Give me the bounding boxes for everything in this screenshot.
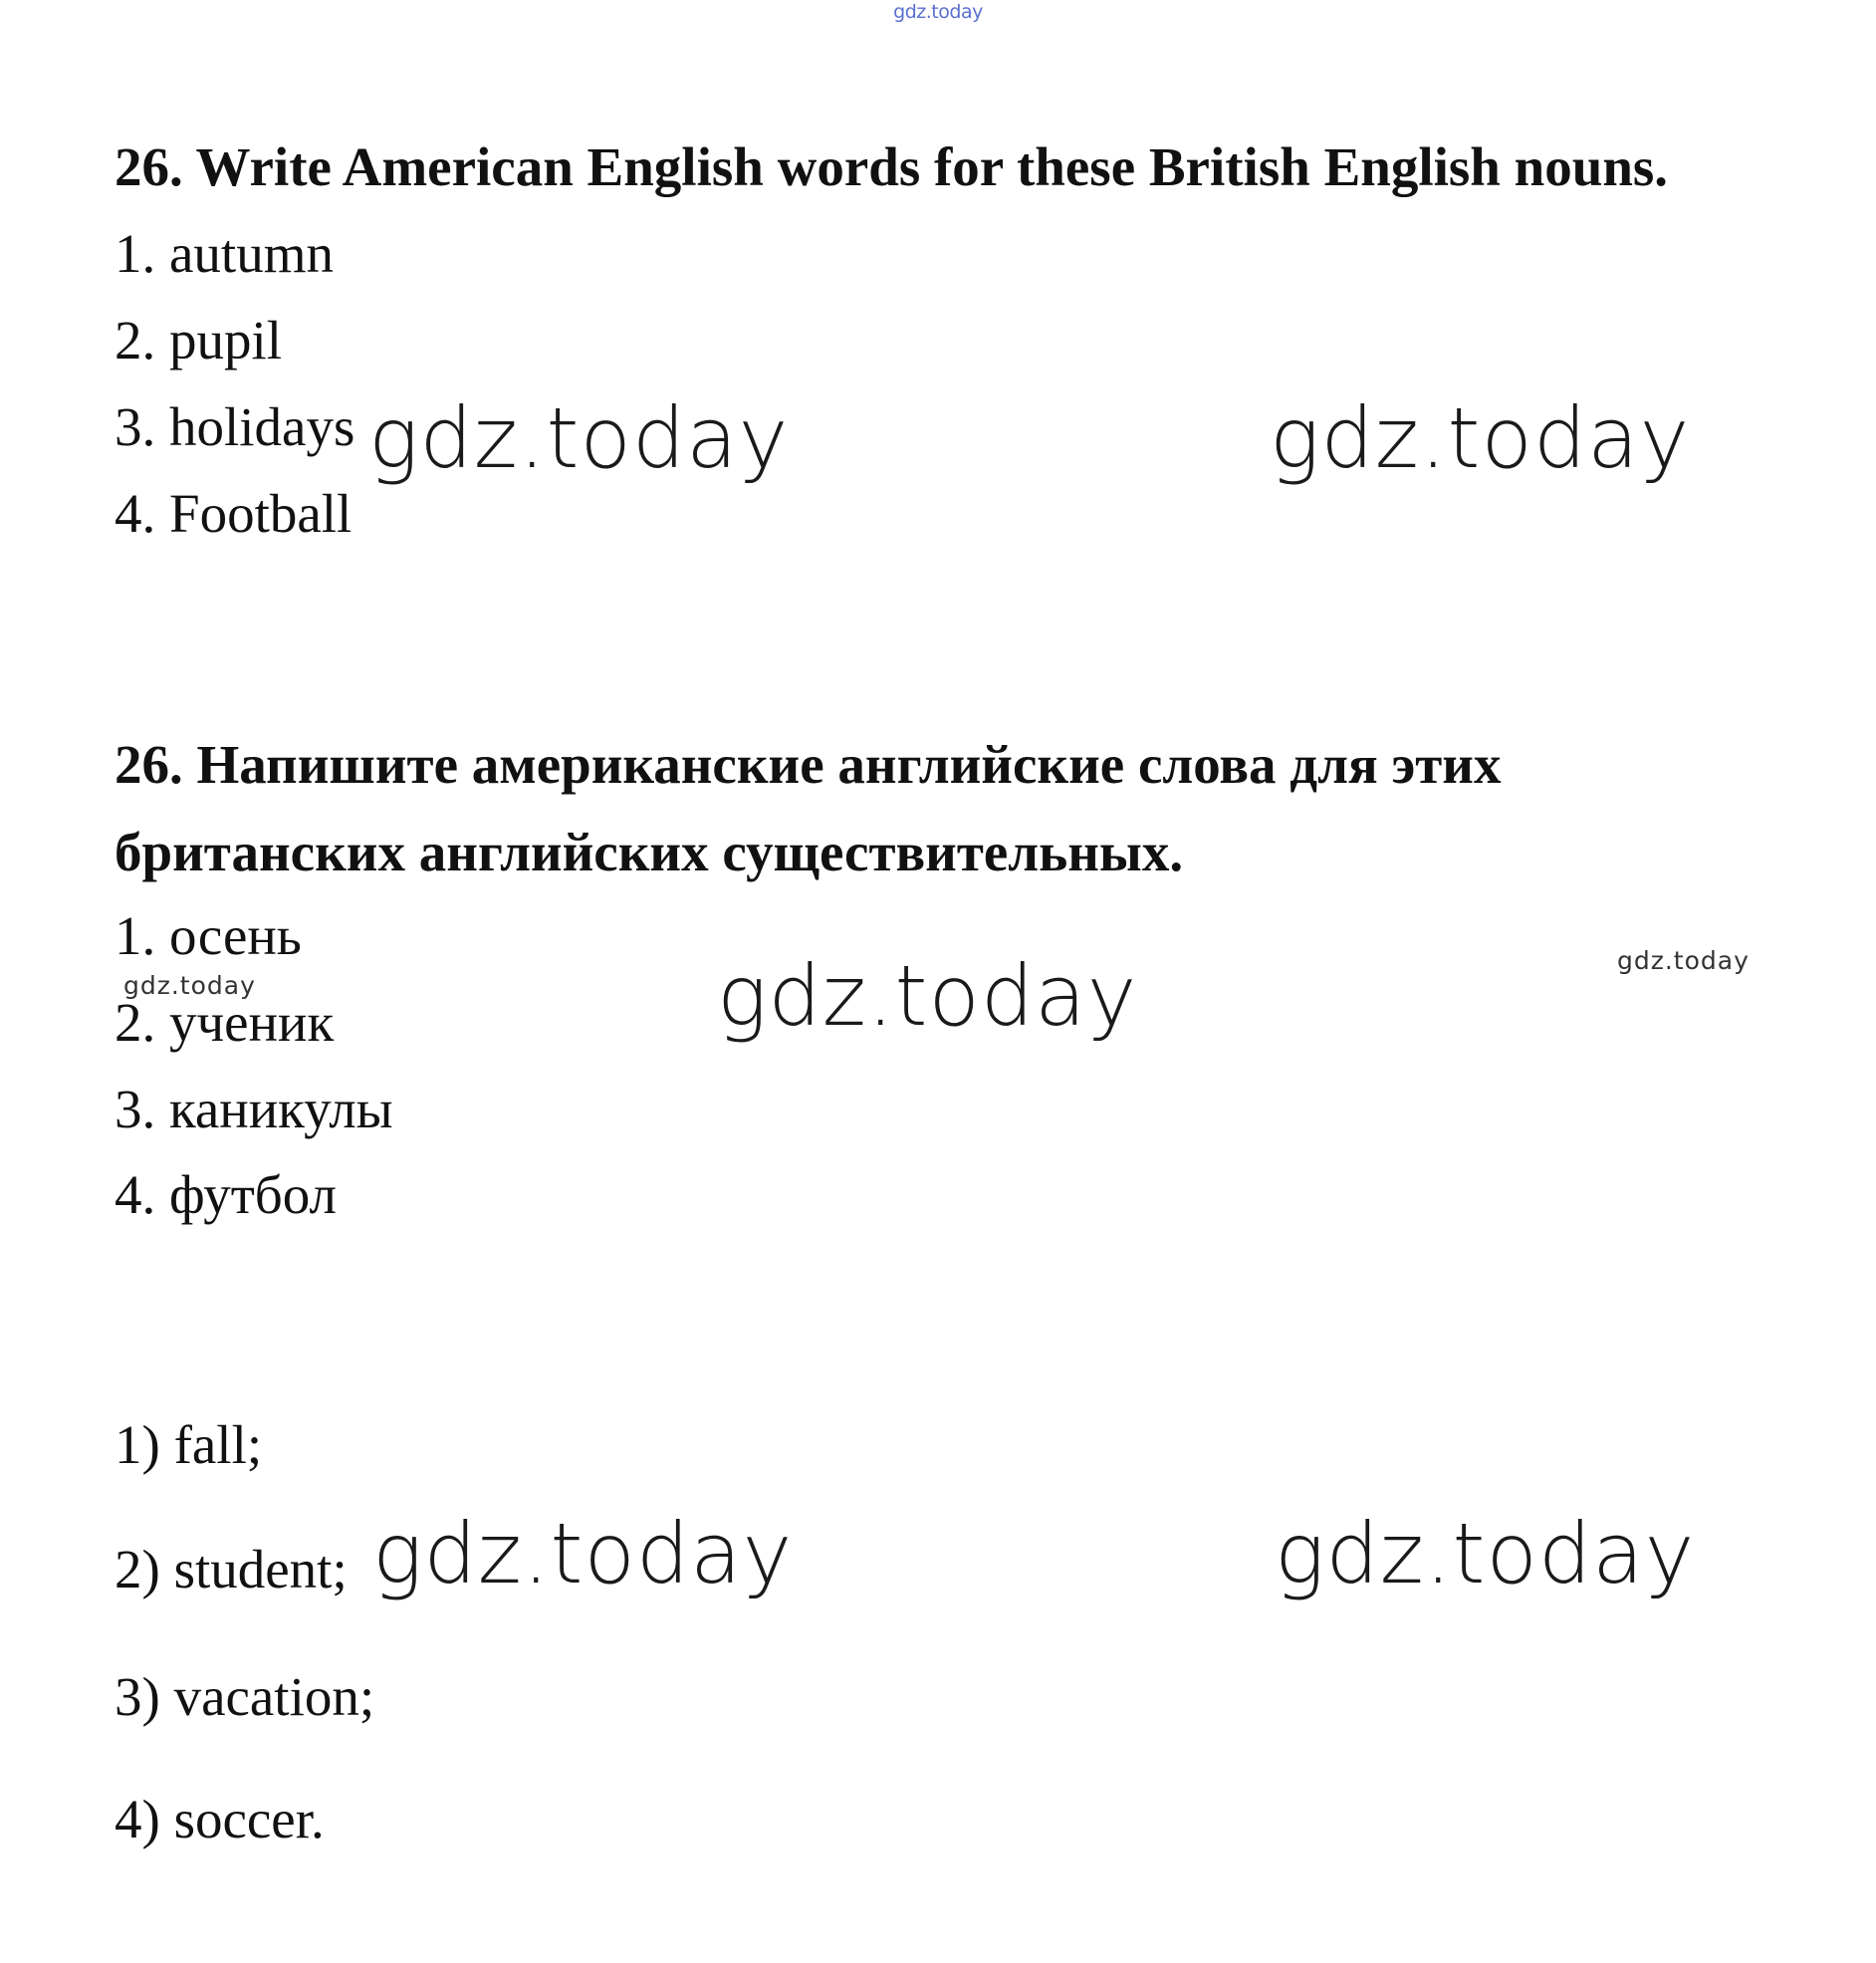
- watermark: gdz.today: [1617, 946, 1750, 975]
- answer-item-2: 2) student;: [115, 1539, 348, 1599]
- answer-item-4: 4) soccer.: [115, 1789, 325, 1849]
- exercise-heading-russian-line-1: 26. Напишите американские английские слова для этих: [115, 734, 1502, 795]
- russian-item-4: 4. футбол: [115, 1164, 338, 1225]
- russian-item-3: 3. каникулы: [115, 1079, 393, 1139]
- english-item-4: 4. Football: [115, 483, 352, 544]
- watermark: gdz.today: [123, 971, 256, 1000]
- english-item-3: 3. holidays: [115, 396, 355, 457]
- watermark: gdz.today: [717, 947, 1138, 1045]
- watermark: gdz.today: [372, 1505, 794, 1602]
- english-item-2: 2. pupil: [115, 310, 283, 370]
- exercise-heading-russian-line-2: британских английских существительных.: [115, 822, 1184, 882]
- russian-item-1: 1. осень: [115, 905, 302, 966]
- watermark: gdz.today: [1275, 1505, 1696, 1602]
- answer-item-3: 3) vacation;: [115, 1666, 375, 1727]
- exercise-heading-english: 26. Write American English words for these British English nouns.: [115, 136, 1669, 197]
- watermark: gdz.today: [368, 389, 790, 487]
- russian-item-2: 2. ученик: [115, 992, 335, 1053]
- answer-item-1: 1) fall;: [115, 1414, 263, 1475]
- watermark: gdz.today: [1270, 389, 1691, 487]
- top-watermark: gdz.today: [893, 1, 983, 23]
- english-item-1: 1. autumn: [115, 223, 334, 284]
